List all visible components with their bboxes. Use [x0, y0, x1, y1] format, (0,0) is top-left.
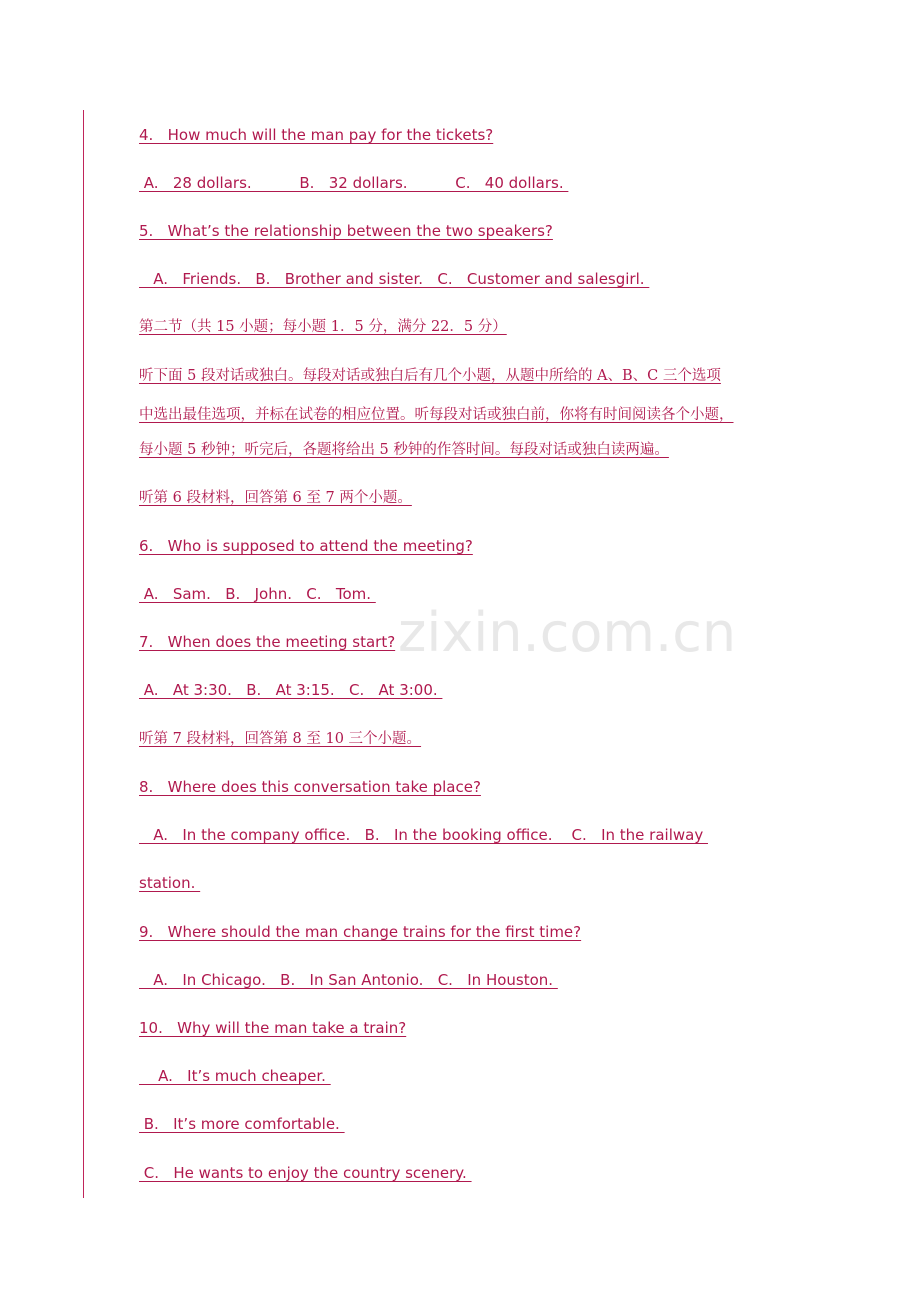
question-4-options: A. 28 dollars. B. 32 dollars. C. 40 dollars.: [139, 174, 569, 192]
question-4: 4. How much will the man pay for the tickets?: [139, 126, 494, 144]
margin-rule: [83, 110, 84, 1198]
watermark: zixin.com.cn: [398, 601, 737, 664]
section-heading: 第二节（共 15 小题；每小题 1．5 分，满分 22．5 分）: [139, 319, 507, 335]
question-8-options: A. In the company office. B. In the booking office. C. In the railway: [139, 826, 708, 844]
question-8: 8. Where does this conversation take place?: [139, 778, 481, 796]
question-10: 10. Why will the man take a train?: [139, 1019, 407, 1037]
question-10-option-c: C. He wants to enjoy the country scenery.: [139, 1164, 472, 1182]
question-9-options: A. In Chicago. B. In San Antonio. C. In Houston.: [139, 971, 558, 989]
question-10-option-a: A. It’s much cheaper.: [139, 1067, 331, 1085]
material-6-heading: 听第 6 段材料，回答第 6 至 7 两个小题。: [139, 490, 412, 506]
instructions-line-3: 每小题 5 秒钟；听完后，各题将给出 5 秒钟的作答时间。每段对话或独白读两遍。: [139, 442, 669, 458]
question-9: 9. Where should the man change trains for the first time?: [139, 923, 582, 941]
question-5-options: A. Friends. B. Brother and sister. C. Customer and salesgirl.: [139, 270, 650, 288]
question-7: 7. When does the meeting start?: [139, 633, 396, 651]
question-5: 5. What’s the relationship between the two speakers?: [139, 222, 553, 240]
question-7-options: A. At 3:30. B. At 3:15. C. At 3:00.: [139, 681, 443, 699]
question-10-option-b: B. It’s more comfortable.: [139, 1115, 345, 1133]
question-8-options-cont: station.: [139, 874, 201, 892]
question-6-options: A. Sam. B. John. C. Tom.: [139, 585, 376, 603]
instructions-line-2: 中选出最佳选项，并标在试卷的相应位置。听每段对话或独白前，你将有时间阅读各个小题，: [139, 407, 734, 423]
material-7-heading: 听第 7 段材料，回答第 8 至 10 三个小题。: [139, 731, 422, 747]
instructions-line-1: 听下面 5 段对话或独白。每段对话或独白后有几个小题，从题中所给的 A、B、C 三个选项: [139, 368, 721, 384]
question-6: 6. Who is supposed to attend the meeting?: [139, 537, 473, 555]
